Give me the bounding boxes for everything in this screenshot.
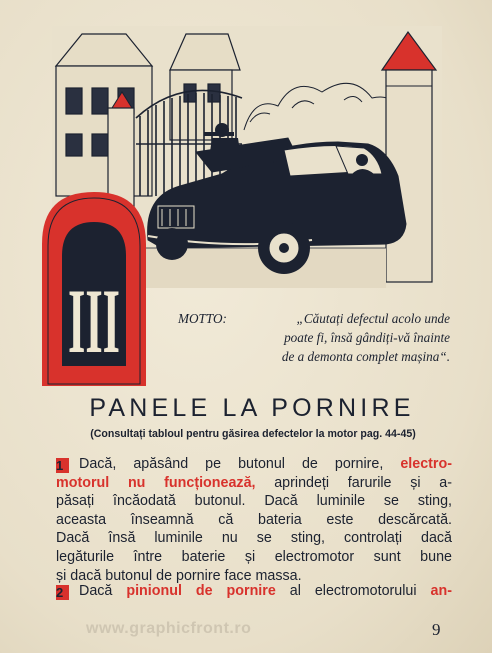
paragraph-line: motorul nu funcționează, aprindeți farurile și a- [56, 474, 452, 491]
paragraph-line: 1 Dacă, apăsând pe butonul de pornire, electro- [56, 456, 452, 473]
paragraph-line: Dacă însă luminile nu se sting, controlați dacă [56, 530, 452, 547]
chapter-numeral: III [68, 270, 120, 372]
paragraph-1 [56, 455, 452, 585]
paragraph-line: și dacă butonul de pornire face massa. [56, 567, 302, 584]
paragraph-line: aceasta înseamnă că bateria este descărcată. [56, 511, 452, 528]
motto-label: MOTTO: [178, 311, 227, 326]
gate-pillar-right [382, 32, 436, 282]
highlight-text: electro- [400, 456, 452, 472]
chapter-title: PANELE LA PORNIRE [89, 394, 415, 422]
item-number-badge: 1 [56, 458, 69, 473]
paragraph-line: păsați încăodată butonul. Dacă luminile se sting, [56, 493, 452, 510]
highlight-text: pinionul de pornire [126, 583, 276, 599]
item-number-badge: 2 [56, 585, 69, 600]
motto-text-1: „Căutați defectul acolo unde [296, 311, 450, 326]
motto-text-3: de a demonta complet mașina“. [281, 349, 450, 364]
paragraph-2 [56, 582, 452, 601]
paragraph-line: legăturile între baterie și electromotor sunt bune [56, 548, 452, 565]
motto-text-2: poate fi, însă gândiți-vă înainte [284, 330, 450, 345]
highlight-text: an- [430, 583, 452, 599]
chapter-badge [40, 188, 148, 388]
paragraph-line: 2 Dacă pinionul de pornire al electromotorului an- [56, 583, 452, 600]
motto-first-line [178, 309, 450, 328]
watermark: www.graphicfront.ro [86, 620, 252, 637]
highlight-text: motorul nu funcționează, [56, 474, 256, 491]
motto [178, 309, 450, 366]
chapter-subtitle: (Consultați tabloul pentru găsirea defectelor la motor pag. 44-45) [90, 428, 416, 440]
page-number: 9 [432, 620, 441, 639]
